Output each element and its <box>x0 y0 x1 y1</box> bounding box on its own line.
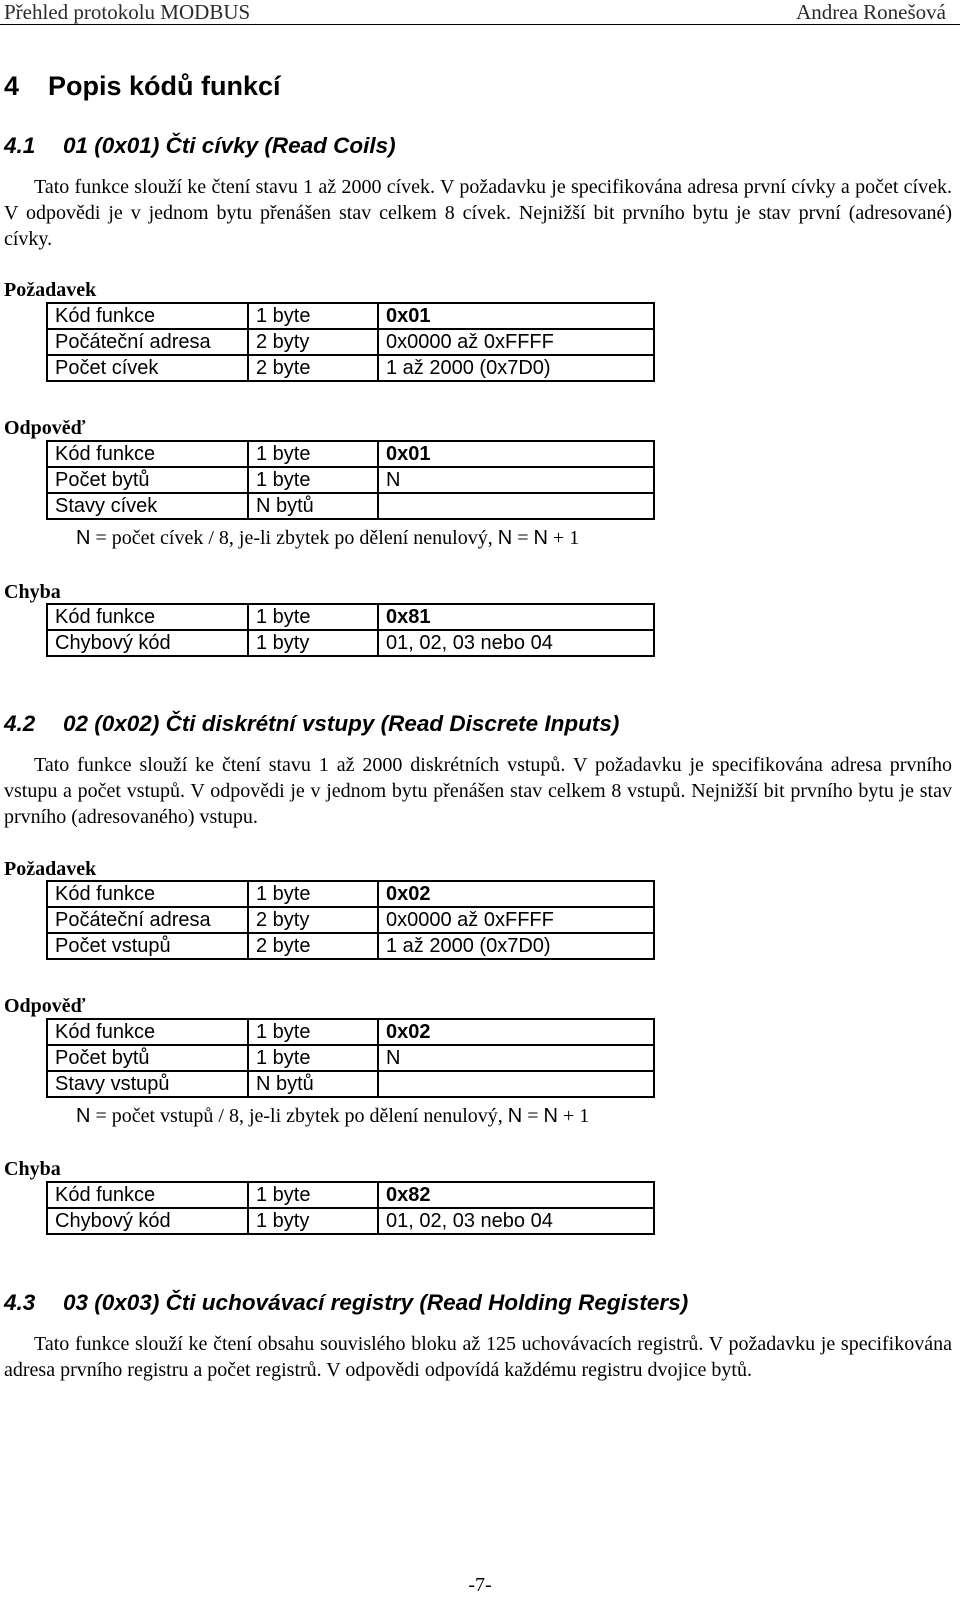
note-var: N <box>507 1105 523 1127</box>
header-left: Přehled protokolu MODBUS <box>4 0 251 24</box>
note-var: N <box>76 1105 91 1127</box>
section-number: 4.1 <box>4 133 36 158</box>
table-row <box>47 1071 654 1097</box>
table-cell: N <box>378 1045 654 1071</box>
table-row <box>47 1182 654 1208</box>
note-var: N <box>533 527 548 549</box>
response-table <box>46 440 655 520</box>
table-cell: 0x81 <box>378 604 654 630</box>
table-cell: Chybový kód <box>47 1208 248 1234</box>
section-number: 4.2 <box>4 711 36 736</box>
table-cell: Počet vstupů <box>47 933 248 959</box>
error-table <box>46 1181 655 1235</box>
table-cell: Kód funkce <box>47 441 248 467</box>
table-cell: 1 byte <box>248 1182 378 1208</box>
section-number: 4.3 <box>4 1290 36 1315</box>
header-rule <box>0 24 960 25</box>
error-table <box>46 603 655 657</box>
table-cell: Stavy vstupů <box>47 1071 248 1097</box>
table-row <box>47 881 654 907</box>
table-cell: 0x01 <box>378 441 654 467</box>
table-cell: Počet bytů <box>47 1045 248 1071</box>
section-paragraph: Tato funkce slouží ke čtení stavu 1 až 2000 cívek. V požadavku je specifikována adresa první cívky a počet cívek. V odpovědi je v jednom bytu přenášen stav celkem 8 cívek. Nejnižší bit prvního bytu je stav první (adresované) cívky. <box>4 176 952 250</box>
response-note <box>76 1104 589 1128</box>
note-var: N <box>497 527 513 549</box>
table-cell: Kód funkce <box>47 1182 248 1208</box>
chapter-number: 4 <box>4 71 20 101</box>
table-cell: Chybový kód <box>47 630 248 656</box>
note-var: N <box>543 1105 558 1127</box>
table-cell <box>378 493 654 519</box>
note-text: = počet cívek / 8, je-li zbytek po dělení nenulový, <box>90 527 498 549</box>
table-cell: 01, 02, 03 nebo 04 <box>378 1208 654 1234</box>
table-cell: N bytů <box>248 1071 378 1097</box>
table-row <box>47 604 654 630</box>
table-cell: 2 byte <box>248 933 378 959</box>
table-cell: 2 byty <box>248 329 378 355</box>
response-label: Odpověď <box>4 995 86 1017</box>
table-cell: Počáteční adresa <box>47 329 248 355</box>
table-cell: 2 byte <box>248 355 378 381</box>
section-title: 01 (0x01) Čti cívky (Read Coils) <box>63 133 396 158</box>
header-right: Andrea Ronešová <box>796 0 946 24</box>
table-row <box>47 907 654 933</box>
table-row <box>47 933 654 959</box>
table-row <box>47 1019 654 1045</box>
table-cell: 1 byte <box>248 881 378 907</box>
page-number: -7- <box>468 1574 492 1596</box>
section-paragraph: Tato funkce slouží ke čtení obsahu souvislého bloku až 125 uchovávacích registrů. V požadavku je specifikována adresa prvního registru a počet registrů. V odpovědi odpovídá každému registru dvojice bytů. <box>4 1333 952 1381</box>
table-cell: Počet cívek <box>47 355 248 381</box>
table-row <box>47 630 654 656</box>
note-text: = <box>522 1105 544 1127</box>
table-row <box>47 467 654 493</box>
table-cell: 0x0000 až 0xFFFF <box>378 329 654 355</box>
table-cell: 1 byte <box>248 441 378 467</box>
table-cell: 2 byty <box>248 907 378 933</box>
table-cell: N <box>378 467 654 493</box>
table-cell: 0x02 <box>378 1019 654 1045</box>
table-cell: Kód funkce <box>47 1019 248 1045</box>
table-cell: 1 byte <box>248 604 378 630</box>
table-row <box>47 1208 654 1234</box>
table-cell: Počáteční adresa <box>47 907 248 933</box>
table-row <box>47 493 654 519</box>
table-cell: 1 byte <box>248 1019 378 1045</box>
note-text: = počet vstupů / 8, je-li zbytek po dělení nenulový, <box>90 1105 508 1127</box>
note-var: N <box>76 527 91 549</box>
table-cell: 0x02 <box>378 881 654 907</box>
table-cell: 0x0000 až 0xFFFF <box>378 907 654 933</box>
note-text: + 1 <box>547 527 580 549</box>
table-cell: 1 byty <box>248 1208 378 1234</box>
table-cell: Kód funkce <box>47 303 248 329</box>
table-cell: 01, 02, 03 nebo 04 <box>378 630 654 656</box>
table-cell: 1 byte <box>248 1045 378 1071</box>
section-title: 02 (0x02) Čti diskrétní vstupy (Read Discrete Inputs) <box>63 711 620 736</box>
section-paragraph: Tato funkce slouží ke čtení stavu 1 až 2000 diskrétních vstupů. V požadavku je specifikována adresa prvního vstupu a počet vstupů. V odpovědi je v jednom bytu přenášen stav celkem 8 vstupů. Nejnižší bit prvního bytu je stav prvního (adresovaného) vstupu. <box>4 754 952 828</box>
table-row <box>47 355 654 381</box>
table-cell: 1 byte <box>248 303 378 329</box>
request-label: Požadavek <box>4 279 97 301</box>
table-cell: Kód funkce <box>47 604 248 630</box>
chapter-title: Popis kódů funkcí <box>48 71 281 101</box>
table-cell: 0x82 <box>378 1182 654 1208</box>
table-cell: 1 byte <box>248 467 378 493</box>
table-cell: Stavy cívek <box>47 493 248 519</box>
error-label: Chyba <box>4 581 61 603</box>
table-row <box>47 1045 654 1071</box>
table-cell: Počet bytů <box>47 467 248 493</box>
table-cell: 1 až 2000 (0x7D0) <box>378 933 654 959</box>
table-cell: 1 až 2000 (0x7D0) <box>378 355 654 381</box>
note-text: + 1 <box>557 1105 590 1127</box>
request-table <box>46 880 655 960</box>
table-cell: N bytů <box>248 493 378 519</box>
table-cell: 0x01 <box>378 303 654 329</box>
table-row <box>47 303 654 329</box>
response-table <box>46 1018 655 1098</box>
section-title: 03 (0x03) Čti uchovávací registry (Read Holding Registers) <box>63 1290 689 1315</box>
response-label: Odpověď <box>4 417 86 439</box>
table-cell: Kód funkce <box>47 881 248 907</box>
table-row <box>47 441 654 467</box>
error-label: Chyba <box>4 1158 61 1180</box>
response-note <box>76 526 579 550</box>
note-text: = <box>512 527 534 549</box>
table-cell: 1 byty <box>248 630 378 656</box>
table-row <box>47 329 654 355</box>
table-cell <box>378 1071 654 1097</box>
request-table <box>46 302 655 382</box>
request-label: Požadavek <box>4 858 97 880</box>
